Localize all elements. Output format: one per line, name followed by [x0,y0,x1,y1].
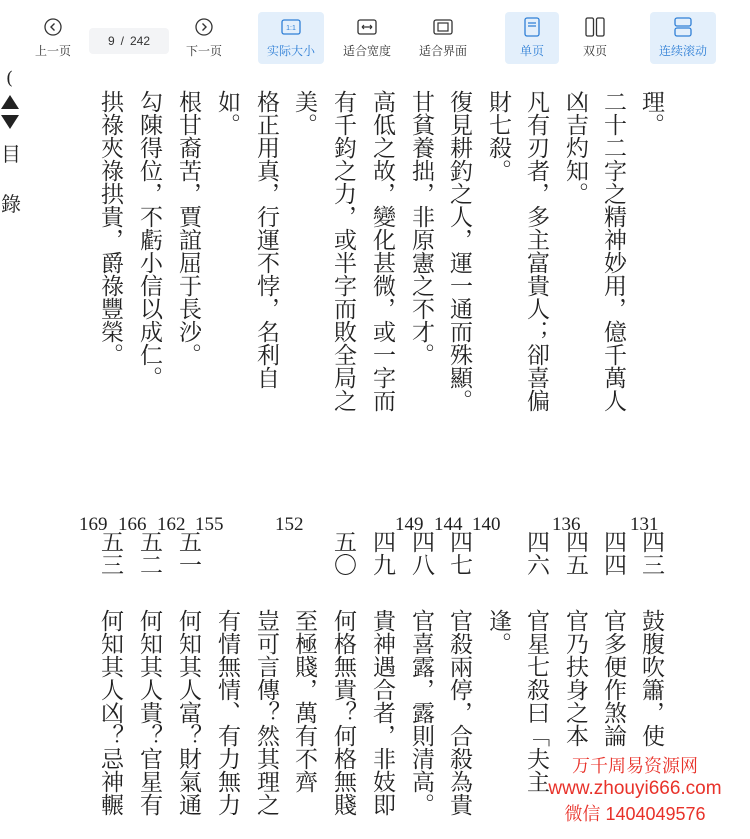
watermark-line3: 微信 1404049576 [564,804,706,824]
entry-text: 何格無貴？何格無賤 [330,609,356,816]
chevron-right-icon [195,16,213,38]
entry-text: 鼓腹吹簫，使 [638,609,664,747]
entry-number: 五一 [175,530,201,576]
watermark [515,752,750,826]
entry-text: 官乃扶身之本 [562,609,588,747]
entry-text: 官喜露，露則清高。 [408,609,434,816]
single-page-label: 单页 [519,44,544,58]
entry-text: 官星七殺曰「夫主 [523,609,549,793]
fit-width-icon [357,16,377,38]
actual-size-button[interactable] [258,12,324,64]
outline-label-line2: 錄 [1,192,21,216]
entry-number: 五三 [97,530,123,576]
next-page-button[interactable] [181,12,227,64]
double-page-label: 双页 [582,44,607,58]
entry-number: 四三 [638,530,664,576]
toc-page-number: 162 [157,514,186,535]
entry-text: 官殺兩停，合殺為貴 [446,609,472,816]
toc-page-number: 144 [434,514,463,535]
toc-page-number: 136 [552,514,581,535]
prev-page-button[interactable] [30,12,76,64]
entry-number: 四七 [446,530,472,576]
toc-page-number: 155 [195,514,224,535]
entry-text: 至極賤，萬有不齊 [291,609,317,793]
outline-label-line1: 目 [1,142,21,166]
document-page [28,72,750,839]
toc-page-number: 140 [472,514,501,535]
toc-column: 理。 [638,90,664,136]
toc-column: 根甘裔苦，賈誼屈于長沙。 [175,90,201,366]
page-total: 242 [130,34,151,48]
continuous-scroll-icon [673,16,693,38]
fit-width-button[interactable] [336,12,398,64]
fit-page-label: 适合界面 [418,44,467,58]
entry-text: 豈可言傳？然其理之 [253,609,279,816]
entry-number: 四五 [562,530,588,576]
entry-number: 五〇 [330,530,356,576]
toc-column: 復見耕釣之人，運一通而殊顯。 [446,90,472,412]
toc-column: 凶吉灼知。 [562,90,588,205]
toc-column: 美。 [291,90,317,136]
outline-sidebar-handle[interactable] [0,68,24,372]
toc-column: 拱祿夾祿拱貴，爵祿豐榮。 [97,90,123,366]
entry-text: 貴神遇合者，非妓即 [369,609,395,816]
toc-column: 凡有刃者，多主富貴人；卻喜偏 [523,90,549,412]
toc-column: 甘貧養拙，非原憲之不才。 [408,90,434,366]
entry-number: 四八 [408,530,434,576]
toc-page-number: 152 [275,514,304,535]
toc-column: 財七殺。 [485,90,511,182]
continuous-scroll-button[interactable] [650,12,716,64]
entry-number: 四六 [523,530,549,576]
toc-column: 勾陳得位，不虧小信以成仁。 [136,90,162,389]
entry-text: 逢。 [485,609,511,655]
actual-size-icon [281,16,301,38]
sidebar-paren: ( [6,68,14,89]
watermark-line1: 万千周易资源网 [572,756,698,776]
toc-page-number: 131 [630,514,659,535]
next-page-label: 下一页 [185,44,222,58]
toc-page-number: 149 [395,514,424,535]
entry-text: 何知其人凶？忌神輾 [97,609,123,816]
single-page-button[interactable] [505,12,559,64]
continuous-scroll-label: 连续滚动 [658,44,707,58]
toc-page-number: 169 [79,514,108,535]
entry-number: 五二 [136,530,162,576]
entry-text: 何知其人富？財氣通 [175,609,201,816]
toc-column: 高低之故，變化甚微，或一字而 [369,90,395,412]
page-indicator [89,28,169,54]
watermark-line2: www.zhouyi666.com [548,778,722,799]
actual-size-label: 实际大小 [266,44,315,58]
entry-text: 何知其人貴？官星有 [136,609,162,816]
viewer-toolbar [0,0,750,72]
fit-page-button[interactable] [412,12,474,64]
double-page-icon [585,16,605,38]
chevron-left-icon [44,16,62,38]
fit-width-label: 适合宽度 [342,44,391,58]
toc-column: 二十二字之精神妙用，億千萬人 [600,90,626,412]
svg-text:1:1: 1:1 [286,25,296,32]
page-separator: / [120,34,124,48]
entry-text: 有情無情、有力無力 [214,609,240,816]
toc-page-number: 166 [118,514,147,535]
page-number-input[interactable]: 9 [107,34,115,48]
prev-page-label: 上一页 [34,44,71,58]
single-page-icon [524,16,540,38]
entry-number: 四四 [600,530,626,576]
fit-page-icon [433,16,453,38]
expand-collapse-icon[interactable] [0,92,20,136]
toc-column: 如。 [214,90,240,136]
toc-column: 格正用真，行運不悖，名利自 [253,90,279,389]
toc-column: 有千鈞之力，或半字而敗全局之 [330,90,356,412]
double-page-button[interactable] [568,12,622,64]
entry-number: 四九 [369,530,395,576]
entry-text: 官多便作煞論 [600,609,626,747]
